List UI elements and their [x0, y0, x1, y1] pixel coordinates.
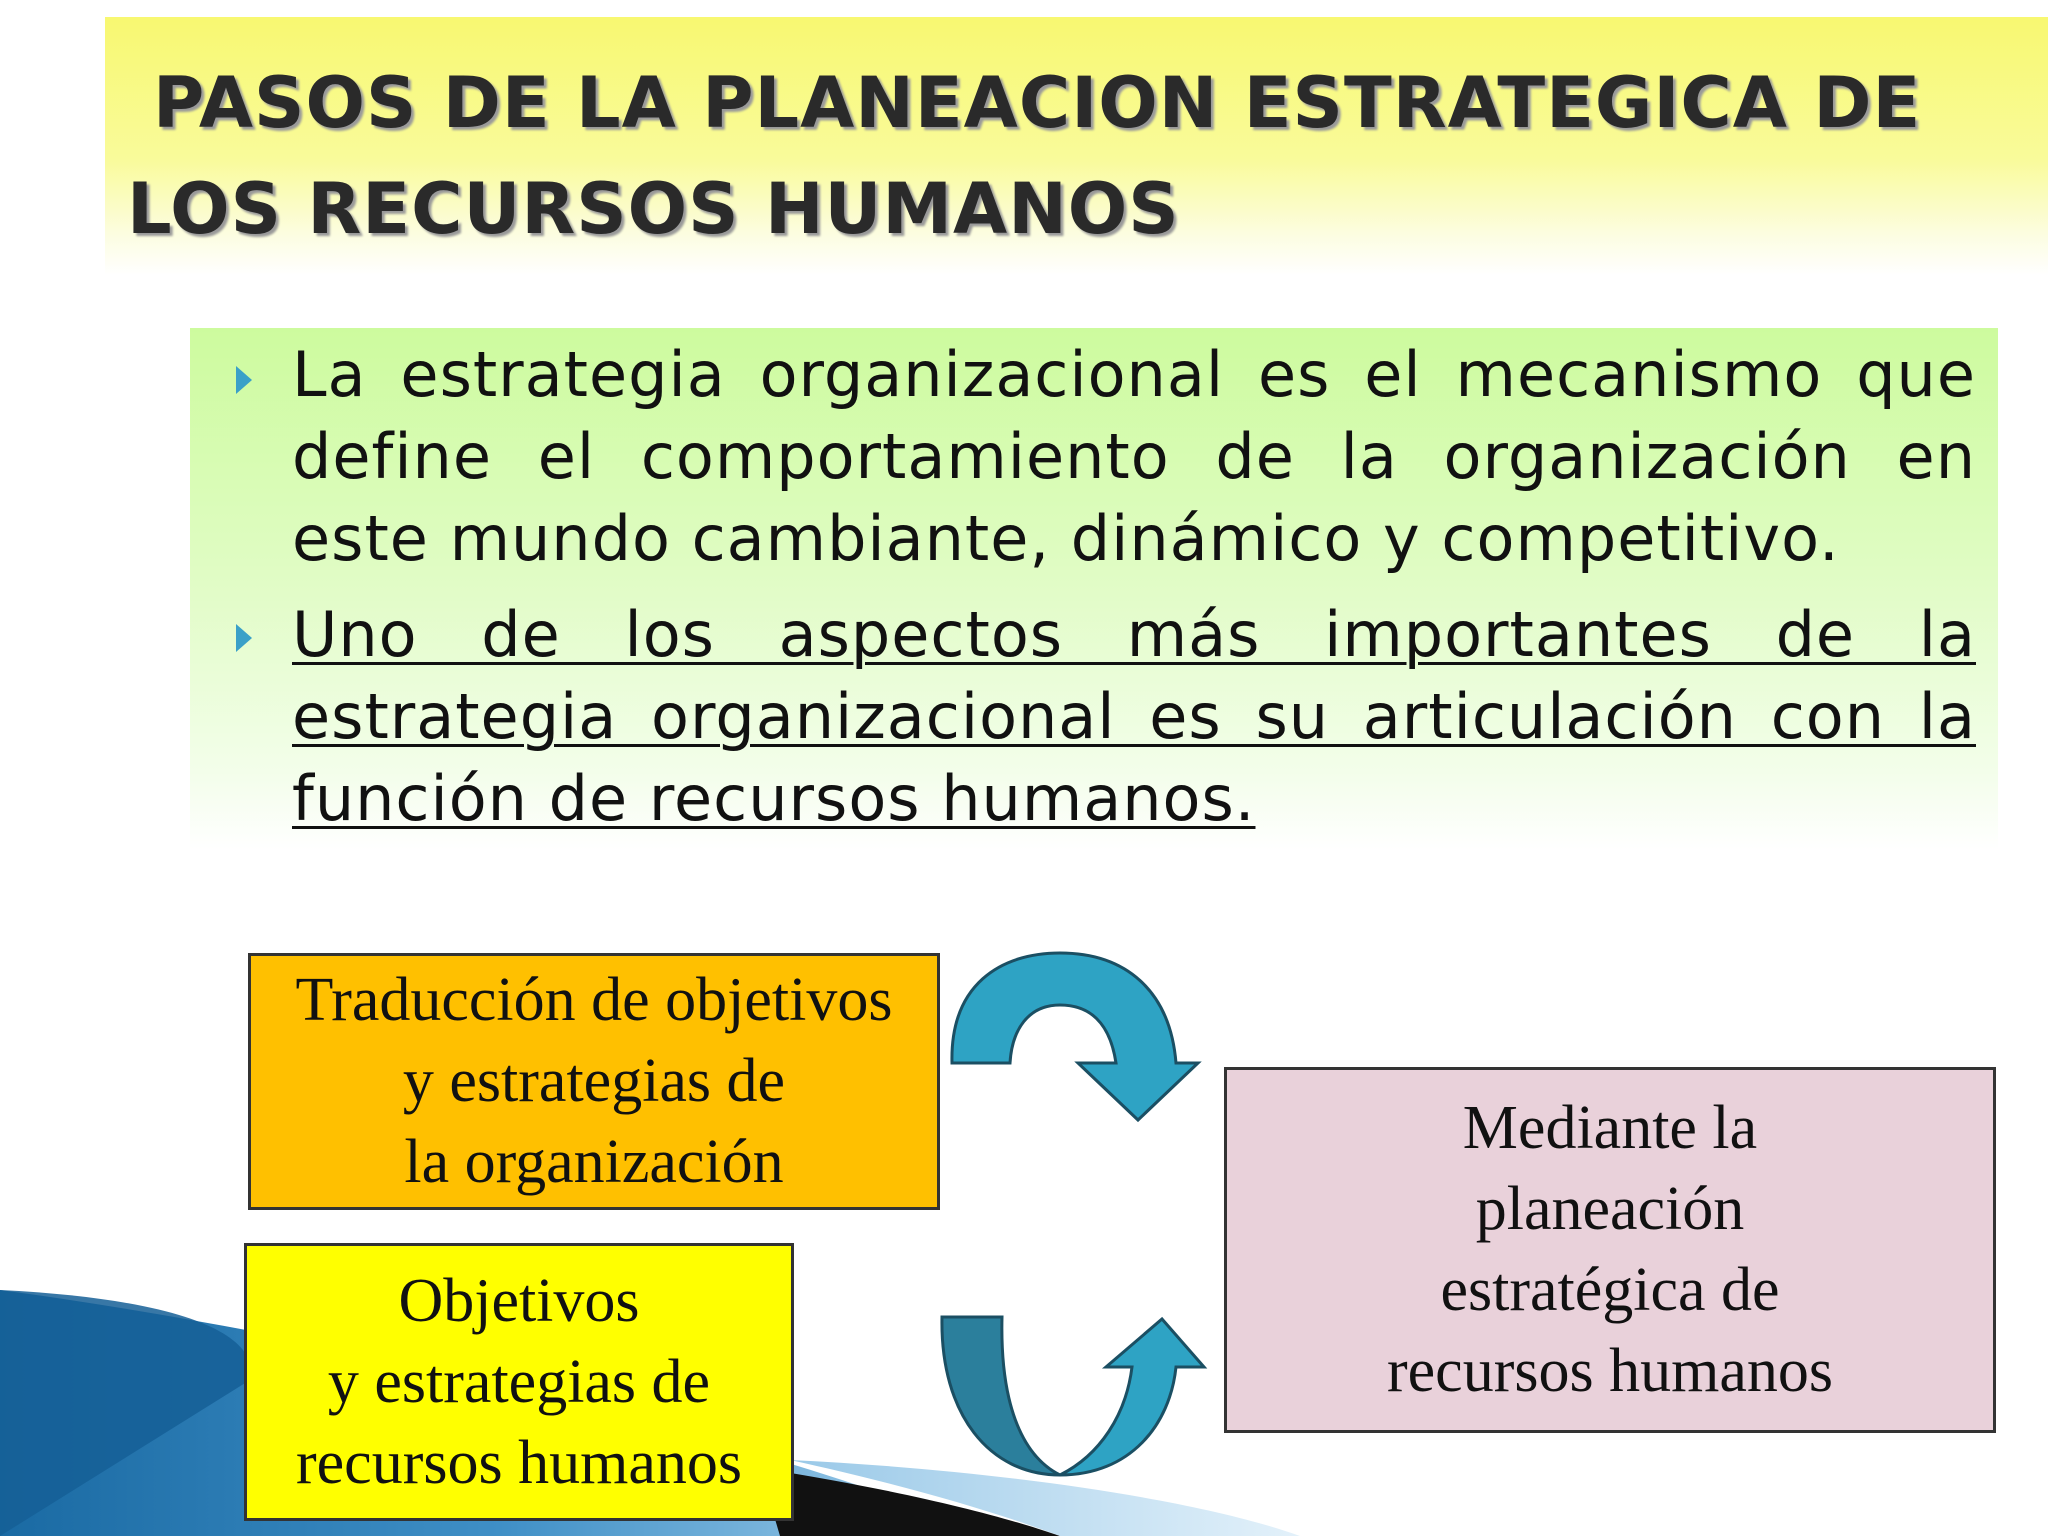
box-hr-objectives-label: Objetivos y estrategias de recursos humanos [296, 1266, 742, 1497]
box-hr-objectives [244, 1243, 794, 1521]
bullet-text-2: Uno de los aspectos más importantes de la estrategia organizacional es su articulación con la función de recursos humanos. [292, 598, 1976, 835]
box-organization-objectives-label: Traducción de objetivos y estrategias de la organización [295, 966, 893, 1196]
box-strategic-planning-label: Mediante la planeación estratégica de recursos humanos [1387, 1094, 1833, 1405]
slide-title-line-1: PASOS DE LA PLANEACION ESTRATEGICA DE [153, 62, 1922, 144]
curved-arrow-up-right-icon [930, 1305, 1220, 1485]
box-strategic-planning [1224, 1067, 1996, 1433]
triangle-right-icon [236, 366, 252, 394]
curved-arrow-down-right-icon [940, 945, 1210, 1125]
triangle-right-icon [236, 624, 252, 652]
bullet-text-1: La estrategia organizacional es el mecanismo que define el comportamiento de la organización en este mundo cambiante, dinámico y competitivo. [292, 338, 1976, 575]
slide-title-line-2: LOS RECURSOS HUMANOS [127, 168, 1180, 250]
box-organization-objectives [248, 953, 940, 1210]
